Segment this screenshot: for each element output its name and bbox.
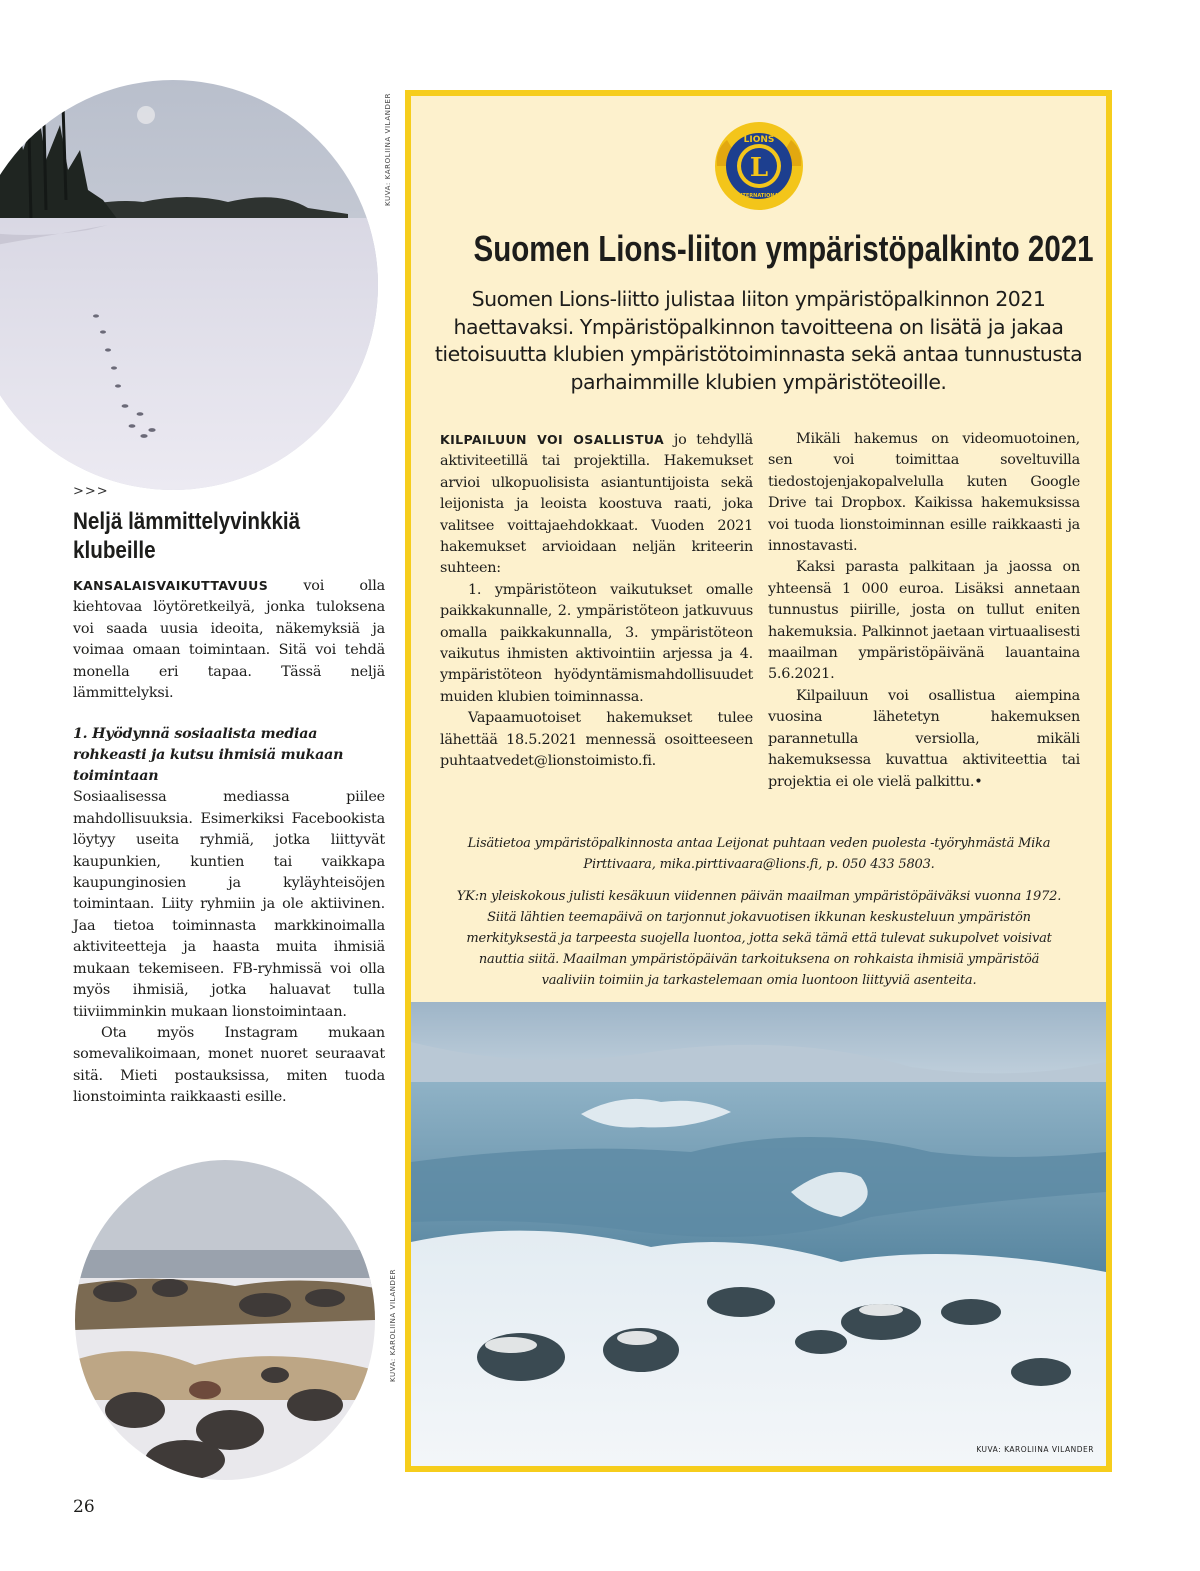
article-title: Neljä lämmittelyvinkkiä klubeille: [73, 508, 301, 564]
page-number: 26: [73, 1497, 95, 1517]
participation-paragraph: [440, 429, 753, 580]
prize-paragraph: Kaksi parasta palkitaan ja jaossa on yhteensä 1 000 euroa. Lisäksi annetaan tunnustus piirille, josta on tullut eniten hakemuksia. Palkinnot jaetaan virtuaalisesti maailman ympäristöpäivänä lauantaina 5.6.2021.: [768, 559, 1080, 683]
frozen-shore-photo: [411, 1002, 1106, 1466]
award-column-right: [768, 429, 1080, 793]
logo-top-text: LIONS: [743, 135, 775, 145]
logo-bottom-text: INTERNATIONAL: [736, 193, 782, 199]
photo-credit-stones: KUVA: KAROLIINA VILANDER: [389, 1268, 397, 1382]
winter-lake-illustration: [0, 80, 378, 490]
resubmit-text: Kilpailuun voi osallistua aiempina vuosina lähetetyn hakemuksen parannetulla versiolla, mikäli hakemuksessa kuvattua aktiviteettia tai projektia ei ole vielä palkittu.: [768, 687, 1080, 790]
photo-credit-ice: KUVA: KAROLIINA VILANDER: [976, 1445, 1094, 1454]
criteria-paragraph: 1. ympäristöteon vaikutukset omalle paikkakunnalle, 2. ympäristöteon jatkuvuus omalla paikkakunnalla, 3. ympäristöteon vaikutus ihmisten aktivointiin arjessa ja 4. ympäristöteon hyödyntämismahdollisuudet muiden klubien toiminnassa.: [440, 581, 753, 705]
intro-text: voi olla kiehtovaa löytöretkeilyä, jonka tuloksena voi saada uusia ideoita, näkemyksiä ja voimaa omaan toimintaan. Sitä voi tehdä monella eri tapaa. Tässä neljä lämmittelyksi.: [73, 578, 385, 702]
winter-lake-photo: [0, 80, 378, 490]
resubmit-paragraph: [768, 686, 1080, 793]
video-paragraph: Mikäli hakemus on videomuotoinen, sen voi toimittaa soveltuvilla tiedostojenjakopalvelulla kuten Google Drive tai Dropbox. Kaikissa hakemuksissa voi tuoda lionstoiminnan esille raikkaasti ja innostavasti.: [768, 431, 1080, 555]
award-title: Suomen Lions-liiton ympäristöpalkinto 2021: [473, 228, 1094, 269]
photo-credit-lake: KUVA: KAROLIINA VILANDER: [384, 92, 392, 206]
participation-lead-caps: KILPAILUUN VOI OSALLISTUA: [440, 432, 665, 447]
deadline-paragraph: Vapaamuotoiset hakemukset tulee lähettää 18.5.2021 mennessä osoitteeseen puhtaatvedet@lionstoimisto.fi.: [440, 710, 753, 770]
shore-stones-photo: [75, 1160, 375, 1480]
lions-international-logo: [713, 120, 805, 212]
section-arrows: >>>: [73, 484, 109, 499]
tips-article: [73, 484, 385, 1109]
award-lead: Suomen Lions-liitto julistaa liiton ympäristöpalkinnon 2021 haettavaksi. Ympäristöpalkinnon tavoitteena on lisätä ja jakaa tietoisuutta klubien ympäristötoiminnasta sekä antaa tunnustusta parhaimmille klubien ympäristöteoille.: [434, 287, 1083, 394]
tip-1-paragraph: Sosiaalisessa mediassa piilee mahdollisuuksia. Esimerkiksi Facebookista löytyy useita ryhmiä, jotka liittyvät kaupunkien, kuntien tai vaikkapa kaupunginosien ja kyläyhteisöjen toimintaan. Liity ryhmiin ja ole aktiivinen. Jaa tietoa toiminnasta markkinoimalla aktiviteetteja ja haasta muita ihmisiä mukaan tekemiseen. FB-ryhmissä voi olla myös ihmisiä, jotka haluavat tulla tiiviimminkin mukaan lionstoimintaan.: [73, 789, 385, 1020]
lions-award-box: [405, 90, 1112, 1472]
award-column-left: [440, 429, 753, 773]
logo-letter: L: [749, 153, 769, 183]
participation-text: jo tehdyllä aktiviteetillä tai projektilla. Hakemukset arvioi ulkopuolisista asiantuntijoista sekä leijonista ja leoista koostuva raati, joka valitsee voittajaehdokkaat. Vuoden 2021 hakemukset arvioidaan neljän kriteerin suhteen:: [440, 432, 753, 577]
article-intro: [73, 575, 385, 704]
intro-lead-caps: KANSALAISVAIKUTTAVUUS: [73, 578, 269, 593]
shore-stones-illustration: [75, 1160, 375, 1480]
environment-day-note: YK:n yleiskokous julisti kesäkuun viidennen päivän maailman ympäristöpäiväksi vuonna 1972. Siitä lähtien teemapäivä on tarjonnut jokavuotisen ikkunan keskusteluun ympäristön merkityksestä ja tarpeesta suojella luontoa, jotta sekä tämä että tulevat sukupolvet voisivat nauttia siitä. Maailman ympäristöpäivän tarkoituksena on rohkaista ihmisiä ympäristöä vaaliviin toimiin ja tarkastelemaan omia luontoon liittyviä asenteita.: [456, 889, 1062, 988]
tip-1-paragraph-2: Ota myös Instagram mukaan somevalikoimaan, monet nuoret seuraavat sitä. Mieti postauksissa, miten tuoda lionstoiminta raikkaasti esille.: [73, 1024, 385, 1106]
frozen-shore-illustration: [411, 1002, 1106, 1466]
contact-info-note: Lisätietoa ympäristöpalkinnosta antaa Leijonat puhtaan veden puolesta -työryhmästä Mika Pirttivaara, mika.pirttivaara@lions.fi, p. 050 433 5803.: [467, 836, 1051, 872]
tip-1-heading: 1. Hyödynnä sosiaalista mediaa rohkeasti ja kutsu ihmisiä mukaan toimintaan: [73, 726, 344, 785]
end-mark: •: [974, 773, 983, 790]
